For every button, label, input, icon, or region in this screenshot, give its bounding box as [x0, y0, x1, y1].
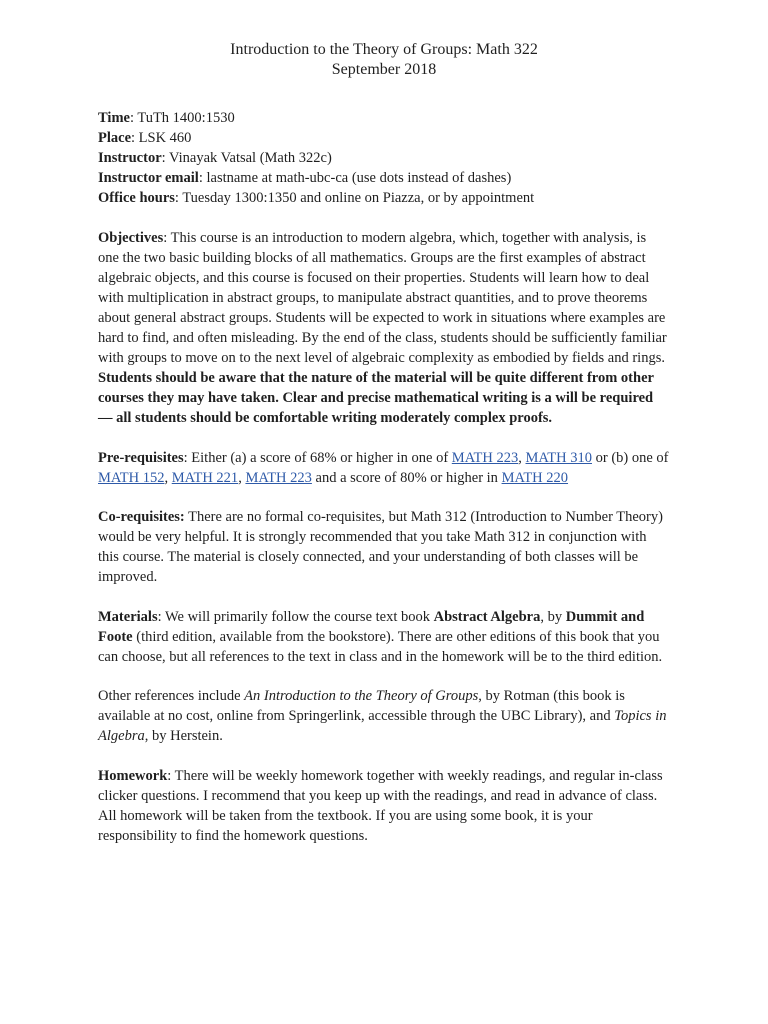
- prerequisites-text-2: or (b) one of: [591, 449, 669, 466]
- time-line: [98, 108, 670, 128]
- math-220-link[interactable]: MATH 220: [501, 469, 569, 486]
- reference-book-1: An Introduction to the Theory of Groups: [244, 688, 479, 704]
- office-hours-value: : Tuesday 1300:1350 and online on Piazza, or by appointment: [174, 190, 535, 206]
- email-value: : lastname at math-ubc-ca (use dots instead of dashes): [198, 170, 512, 186]
- materials-paragraph: [98, 607, 670, 667]
- textbook-authors: Dummit and Foote: [98, 608, 645, 645]
- objectives-label: Objectives: [98, 230, 164, 246]
- prereq-separator: ,: [238, 469, 246, 486]
- time-label: Time: [98, 110, 130, 126]
- reference-book-2: Topics in Algebra: [98, 708, 667, 744]
- email-line: [98, 168, 670, 188]
- homework-paragraph: [98, 766, 670, 846]
- place-label: Place: [98, 130, 132, 146]
- prereq-separator: ,: [164, 469, 172, 486]
- math-223-link[interactable]: MATH 223: [451, 449, 519, 466]
- math-223-link-2[interactable]: MATH 223: [245, 469, 312, 486]
- references-text-2: , by Rotman (this book is available at no cost, online from Springerlink, accessible through the UBC Library), and: [98, 688, 625, 724]
- materials-text-2: , by: [540, 608, 566, 625]
- email-label: Instructor email: [98, 170, 199, 186]
- objectives-paragraph: [98, 228, 670, 428]
- prerequisites-text-3: and a score of 80% or higher in: [311, 469, 502, 486]
- place-line: [98, 128, 670, 148]
- materials-label: Materials: [98, 608, 158, 625]
- instructor-label: Instructor: [98, 150, 162, 166]
- corequisites-label: Co-requisites:: [98, 509, 185, 525]
- references-paragraph: [98, 686, 670, 746]
- prereq-separator: ,: [518, 449, 526, 466]
- math-221-link[interactable]: MATH 221: [171, 469, 239, 486]
- office-hours-label: Office hours: [98, 190, 175, 206]
- homework-text: : There will be weekly homework together with weekly readings, and regular in-class clicker questions. I recommend that you keep up with the readings, and read in advance of class. All homework will be taken from the textbook. If you are using some book, it is your responsibility to find the homework questions.: [98, 767, 663, 844]
- materials-text-1: : We will primarily follow the course text book: [157, 608, 434, 625]
- prerequisites-paragraph: [98, 448, 670, 488]
- corequisites-paragraph: [98, 507, 670, 587]
- references-text-3: , by Herstein.: [144, 728, 223, 744]
- homework-label: Homework: [98, 767, 168, 784]
- objectives-warning: Students should be aware that the nature of the material will be quite different from other courses they may have taken. Clear and precise mathematical writing is a will be required — all students should be comfortable writing moderately complex proofs.: [98, 370, 654, 426]
- document-header: [98, 40, 670, 80]
- place-value: : LSK 460: [131, 130, 192, 146]
- corequisites-text: There are no formal co-requisites, but Math 312 (Introduction to Number Theory) would be very helpful. It is strongly recommended that you take Math 312 in conjunction with this course. The material is closely connected, and your understanding of both classes will be improved.: [98, 509, 663, 585]
- math-152-link[interactable]: MATH 152: [98, 469, 165, 486]
- prerequisites-label: Pre-requisites: [98, 449, 184, 466]
- references-text-1: Other references include: [98, 688, 245, 704]
- instructor-line: [98, 148, 670, 168]
- document-title: Introduction to the Theory of Groups: Math 322: [230, 41, 538, 58]
- document-date: September 2018: [331, 61, 437, 78]
- objectives-text: : This course is an introduction to modern algebra, which, together with analysis, is one the two basic building blocks of all mathematics. Groups are the first examples of abstract algebraic objects, and this course is focused on their properties. Students will learn how to deal with multiplication in abstract groups, to manipulate abstract quantities, and to prove theorems about general abstract groups. Students will be expected to work in situations where examples are hard to find, and often misleading. By the end of the class, students should be sufficiently familiar with groups to move on to the next level of algebraic complexity as embodied by fields and rings.: [98, 230, 667, 366]
- course-info: [98, 108, 670, 208]
- materials-text-3: (third edition, available from the bookstore). There are other editions of this book that you can choose, but all references to the text in class and in the homework will be to the third edition.: [98, 628, 663, 665]
- textbook-title: Abstract Algebra: [433, 608, 541, 625]
- math-310-link[interactable]: MATH 310: [525, 449, 592, 466]
- prerequisites-text-1: : Either (a) a score of 68% or higher in one of: [183, 449, 452, 466]
- instructor-value: : Vinayak Vatsal (Math 322c): [161, 150, 332, 166]
- office-hours-line: [98, 188, 670, 208]
- time-value: : TuTh 1400:1530: [129, 110, 235, 126]
